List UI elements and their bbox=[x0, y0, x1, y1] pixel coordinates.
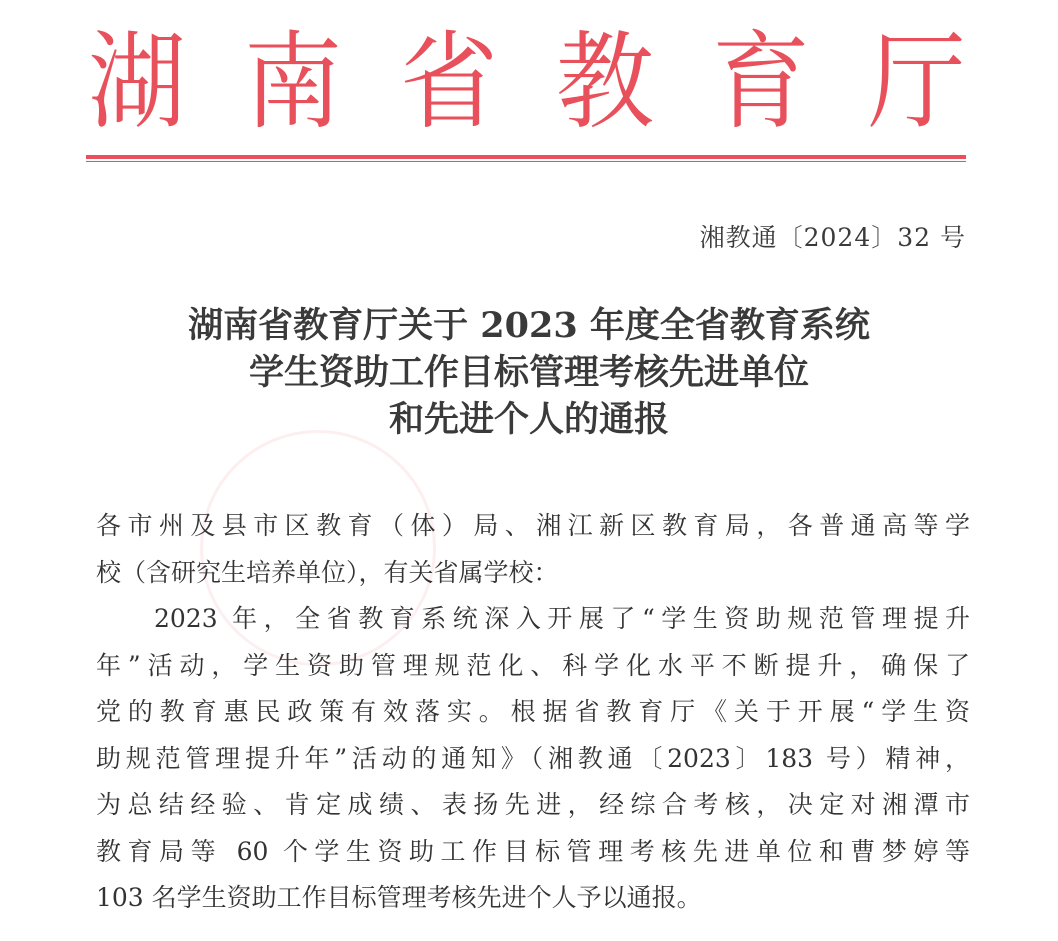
issuer-masthead bbox=[88, 21, 966, 145]
paragraph-line: 为总结经验、肯定成绩、表扬先进，经综合考核，决定对湘潭市 bbox=[96, 790, 970, 819]
body-paragraph bbox=[96, 596, 970, 922]
salutation bbox=[96, 503, 970, 596]
masthead-char: 厅 bbox=[867, 21, 966, 145]
paragraph-line: 教育局等 60 个学生资助工作目标管理考核先进单位和曹梦婷等 bbox=[96, 836, 970, 866]
paragraph-line: 党的教育惠民政策有效落实。根据省教育厅《关于开展“学生资 bbox=[96, 697, 970, 726]
red-divider-rule bbox=[86, 155, 966, 162]
document-number: 湘教通〔2024〕32 号 bbox=[699, 223, 966, 252]
salutation-line: 各市州及县市区教育（体）局、湘江新区教育局，各普通高等学 bbox=[96, 511, 970, 540]
paragraph-line: 年”活动，学生资助管理规范化、科学化水平不断提升，确保了 bbox=[96, 650, 970, 680]
masthead-char: 南 bbox=[243, 21, 342, 145]
masthead-char: 育 bbox=[711, 21, 810, 145]
title-line: 学生资助工作目标管理考核先进单位 bbox=[248, 352, 809, 393]
salutation-line: 校（含研究生培养单位），有关省属学校： bbox=[96, 557, 559, 587]
paragraph-line: 助规范管理提升年”活动的通知》（湘教通〔2023〕183 号）精神， bbox=[96, 743, 970, 773]
masthead-char: 湖 bbox=[88, 21, 187, 145]
document-title bbox=[0, 302, 1058, 443]
masthead-char: 教 bbox=[555, 21, 654, 145]
document-body bbox=[96, 503, 970, 922]
paragraph-line: 2023 年，全省教育系统深入开展了“学生资助规范管理提升 bbox=[154, 604, 970, 633]
title-line: 湖南省教育厅关于 2023 年度全省教育系统 bbox=[188, 305, 870, 346]
paragraph-line: 103 名学生资助工作目标管理考核先进个人予以通报。 bbox=[96, 883, 702, 912]
title-line: 和先进个人的通报 bbox=[388, 399, 669, 440]
masthead-char: 省 bbox=[399, 21, 498, 145]
